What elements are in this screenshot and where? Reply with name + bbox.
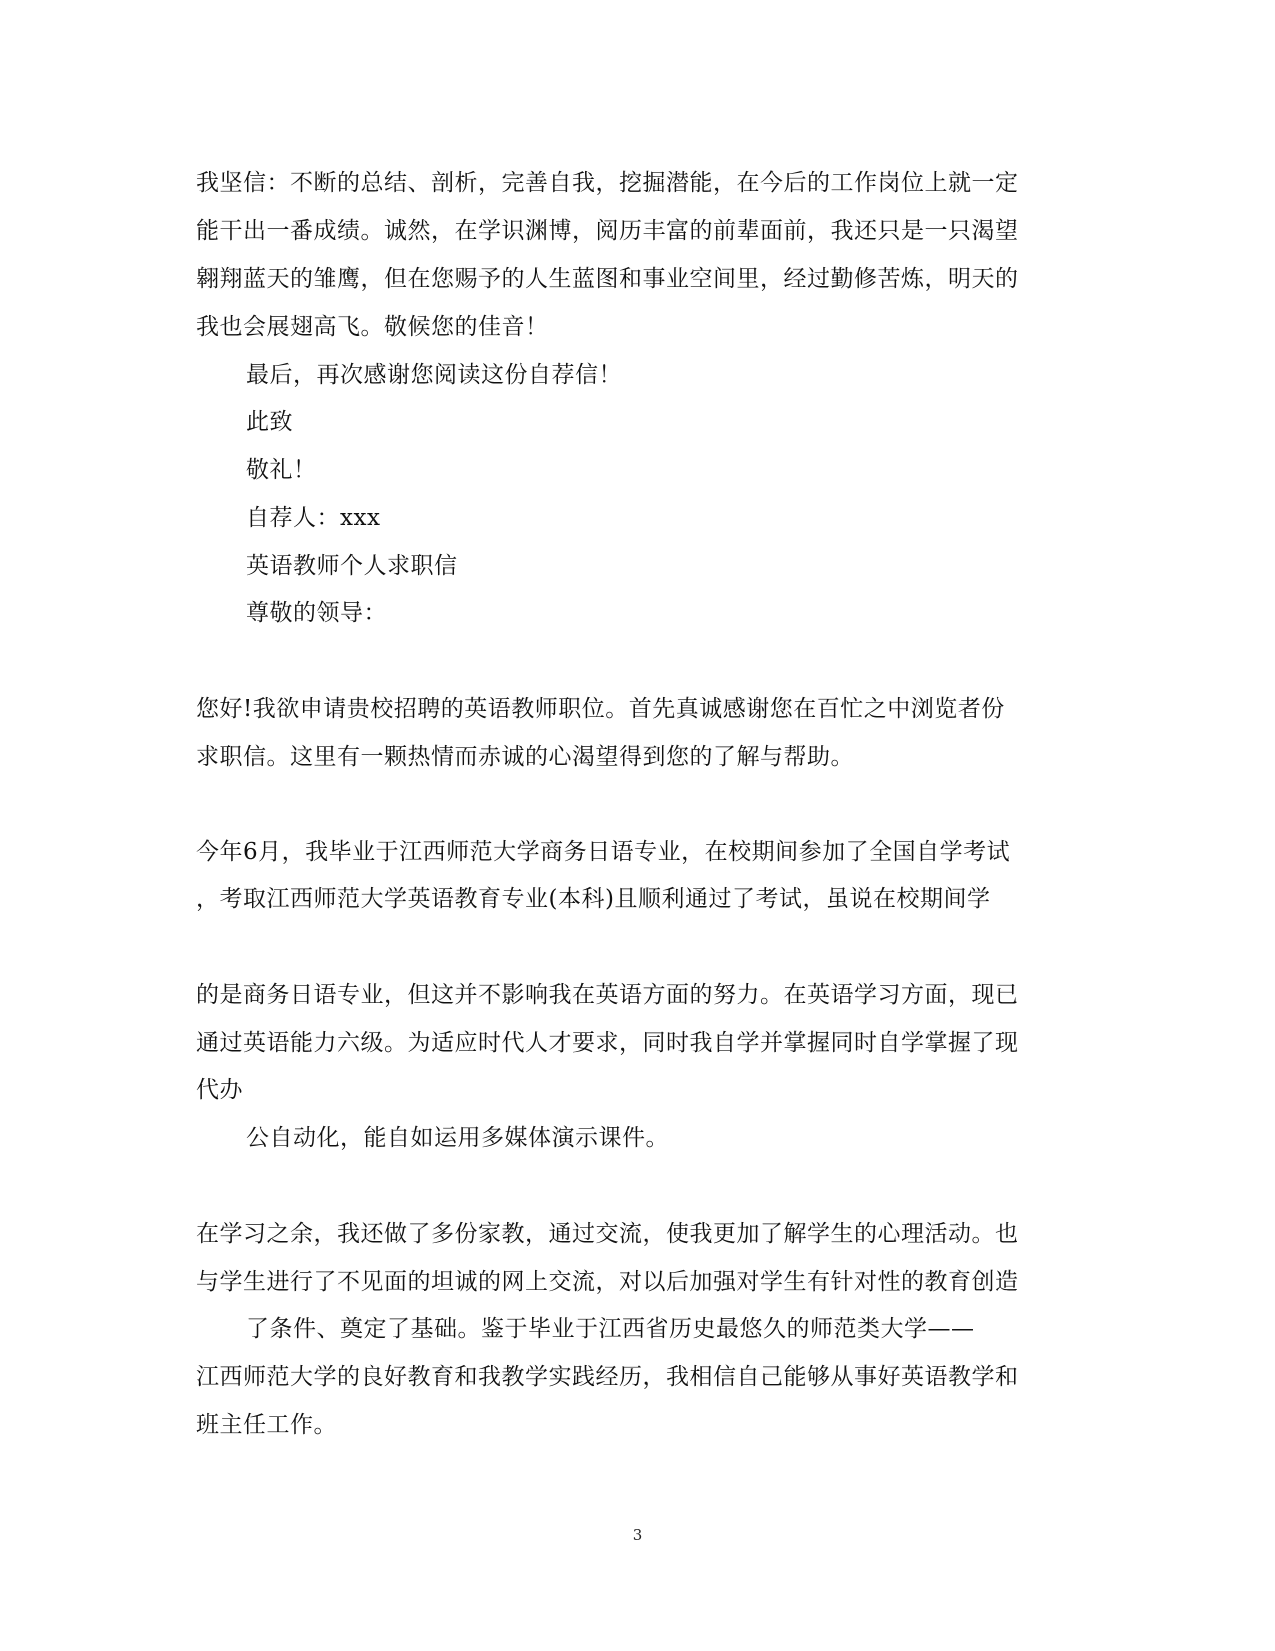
paragraph-line: 今年6月，我毕业于江西师范大学商务日语专业，在校期间参加了全国自学考试 — [196, 839, 1011, 865]
paragraph-line: 翱翔蓝天的雏鹰，但在您赐予的人生蓝图和事业空间里，经过勤修苦炼，明天的 — [196, 266, 1019, 292]
paragraph-line: 班主任工作。 — [196, 1412, 337, 1438]
closing-thanks-line: 最后，再次感谢您阅读这份自荐信！ — [246, 362, 622, 388]
signature-line: 自荐人：xxx — [246, 505, 381, 531]
salutation-line: 敬礼！ — [246, 457, 317, 483]
paragraph-line: 我坚信：不断的总结、剖析，完善自我，挖掘潜能，在今后的工作岗位上就一定 — [196, 170, 1019, 196]
paragraph-line: 江西师范大学的良好教育和我教学实践经历，我相信自己能够从事好英语教学和 — [196, 1364, 1019, 1390]
salutation-line: 此致 — [246, 409, 293, 435]
paragraph-line: 公自动化，能自如运用多媒体演示课件。 — [246, 1125, 669, 1151]
paragraph-line: 求职信。这里有一颗热情而赤诚的心渴望得到您的了解与帮助。 — [196, 744, 854, 770]
paragraph-line: 与学生进行了不见面的坦诚的网上交流，对以后加强对学生有针对性的教育创造 — [196, 1269, 1019, 1295]
paragraph-line: 了条件、奠定了基础。鉴于毕业于江西省历史最悠久的师范类大学—— — [246, 1316, 975, 1342]
paragraph-line: 通过英语能力六级。为适应时代人才要求，同时我自学并掌握同时自学掌握了现 — [196, 1030, 1019, 1056]
paragraph-line: 在学习之余，我还做了多份家教，通过交流，使我更加了解学生的心理活动。也 — [196, 1221, 1019, 1247]
greeting-line: 尊敬的领导： — [246, 600, 387, 626]
page-number: 3 — [632, 1526, 643, 1544]
paragraph-line: 您好!我欲申请贵校招聘的英语教师职位。首先真诚感谢您在百忙之中浏览者份 — [196, 696, 1005, 722]
paragraph-line: 的是商务日语专业，但这并不影响我在英语方面的努力。在英语学习方面，现已 — [196, 982, 1019, 1008]
paragraph-line: 代办 — [196, 1077, 243, 1103]
section-title: 英语教师个人求职信 — [246, 553, 458, 579]
paragraph-line: 我也会展翅高飞。敬候您的佳音！ — [196, 314, 549, 340]
paragraph-line: 能干出一番成绩。诚然，在学识渊博，阅历丰富的前辈面前，我还只是一只渴望 — [196, 218, 1019, 244]
paragraph-line: ，考取江西师范大学英语教育专业(本科)且顺利通过了考试，虽说在校期间学 — [196, 886, 991, 912]
